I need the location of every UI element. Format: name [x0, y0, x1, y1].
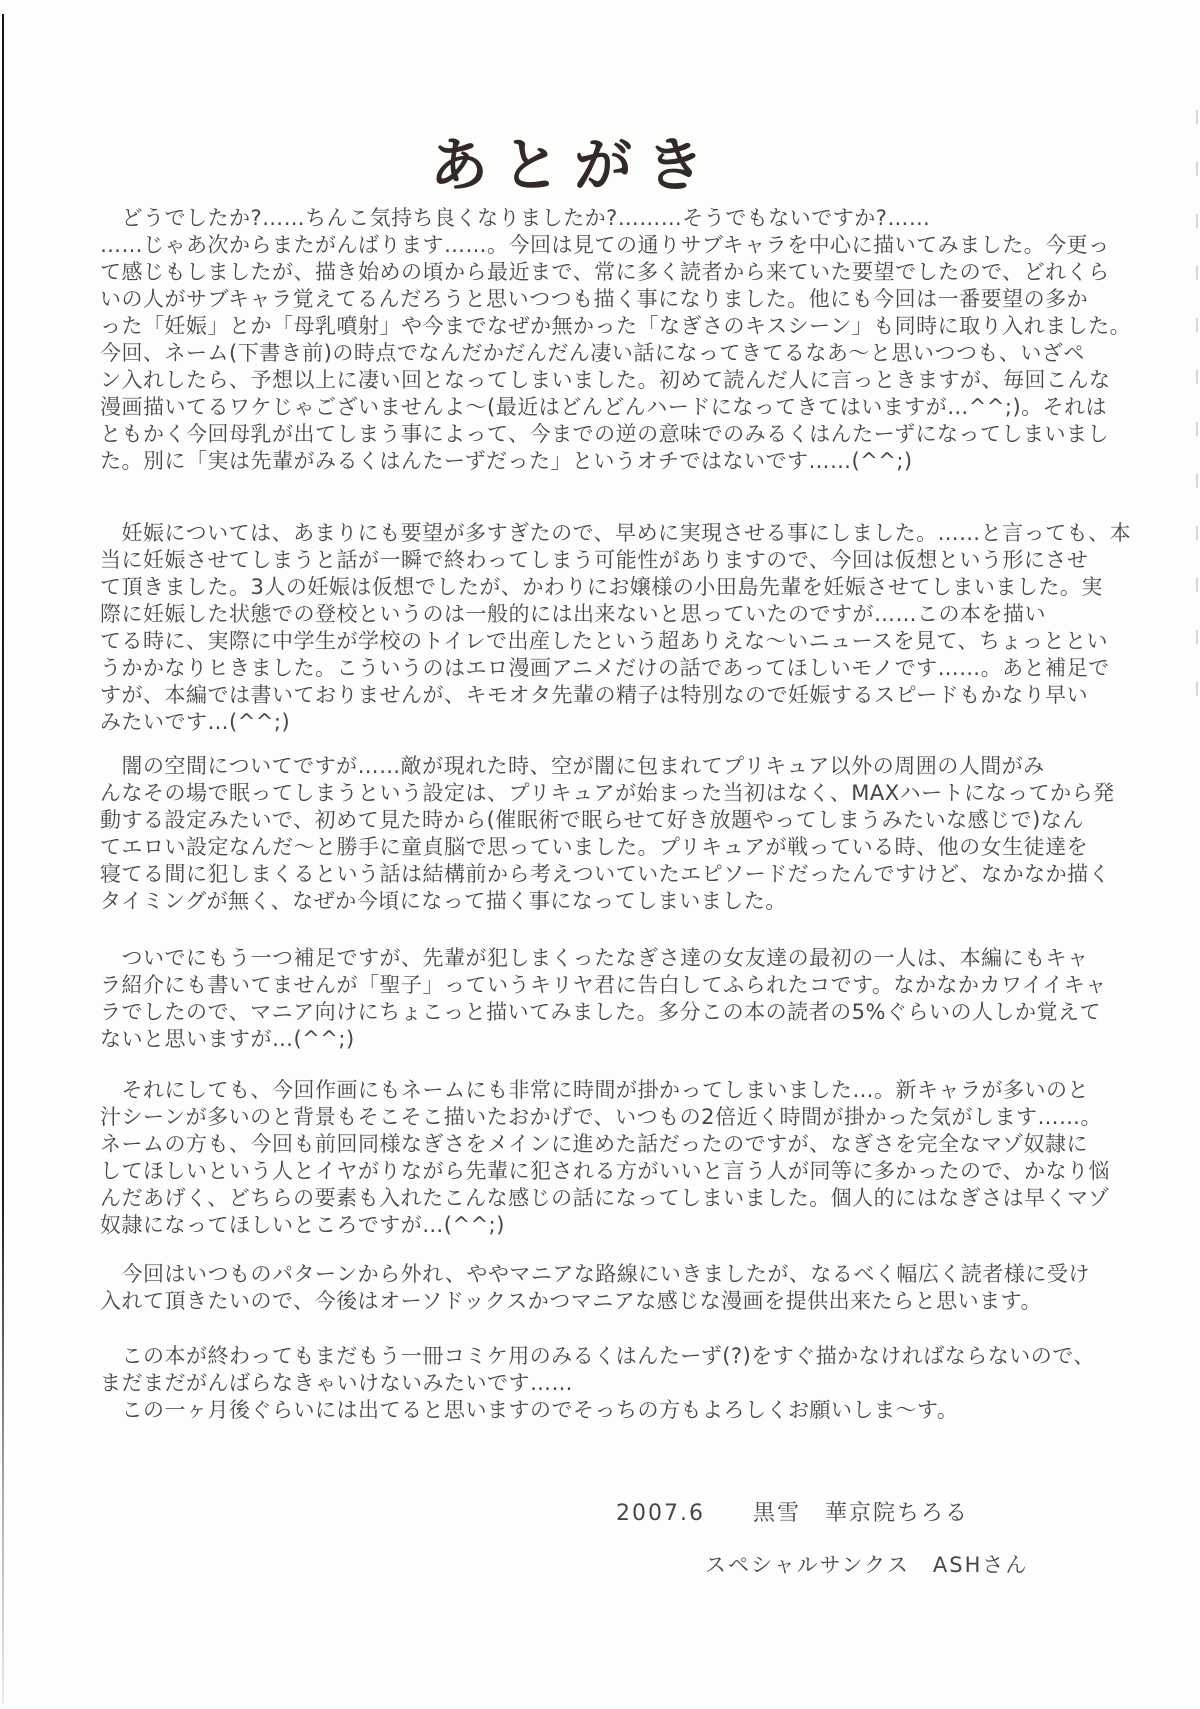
- signature-special-thanks: スペシャルサンクス ASHさん: [705, 1553, 1029, 1577]
- text-line: 今回はいつものパターンから外れ、ややマニアな路線にいきましたが、なるべく幅広く読者様に受け: [100, 1262, 1090, 1286]
- text-line: 寝てる間に犯しまくるという話は結構前から考えついていたエピソードだったんですけど、なかなか描く: [100, 862, 1111, 886]
- scan-edge-line-left: [2, 14, 4, 1704]
- text-line: それにしても、今回作画にもネームにも非常に時間が掛かってしまいました…。新キャラが多いのと: [100, 1078, 1089, 1102]
- text-line: してほしいという人とイヤがりながら先輩に犯される方がいいと言う人が同等に多かったので、かなり悩: [100, 1159, 1111, 1183]
- scan-edge-specks-right: [1196, 110, 1198, 710]
- text-line: タイミングが無く、なぜか今頃になって描く事になってしまいました。: [100, 889, 787, 913]
- text-line: うかかなりヒきました。こういうのはエロ漫画アニメだけの話であってほしいモノです……。あと補足で: [100, 656, 1110, 680]
- text-line: 妊娠については、あまりにも要望が多すぎたので、早めに実現させる事にしました。……と言っても、本: [100, 521, 1132, 545]
- text-line: ラでしたので、マニア向けにちょこっと描いてみました。多分この本の読者の5%ぐらいの人しか覚えて: [100, 1000, 1101, 1024]
- paragraph-3: [100, 753, 1116, 915]
- text-line: ネームの方も、今回も前回同様なぎさをメインに進めた話だったのですが、なぎさを完全なマゾ奴隷に: [100, 1132, 1088, 1156]
- text-line: ないと思いますが…(^^;): [100, 1027, 355, 1051]
- paragraph-2: [100, 520, 1132, 736]
- text-line: この本が終わってもまだもう一冊コミケ用のみるくはんたーず(?)をすぐ描かなければならないので、: [100, 1344, 1095, 1368]
- paragraph-5: [100, 1077, 1116, 1239]
- text-line: ラ紹介にも書いてませんが「聖子」っていうキリヤ君に告白してふられたコです。なかなかカワイイキャ: [100, 973, 1107, 997]
- paragraph-1: [100, 205, 1132, 475]
- text-line: てエロい設定なんだ〜と勝手に童貞脳で思っていました。プリキュアが戦っている時、他の女生徒達を: [100, 835, 1089, 859]
- paragraph-7: [100, 1343, 1116, 1424]
- text-line: てる時に、実際に中学生が学校のトイレで出産したという超ありえな〜いニュースを見て、ちょっととい: [100, 629, 1108, 653]
- text-line: みたいです…(^^;): [100, 710, 291, 734]
- text-line: ン入れしたら、予想以上に凄い回となってしまいました。初めて読んだ人に言っときますが、毎回こんな: [100, 368, 1111, 392]
- text-line: ともかく今回母乳が出てしまう事によって、今までの逆の意味でのみるくはんたーずになってしまいまし: [100, 422, 1110, 446]
- text-line: んなその場で眠ってしまうという設定は、プリキュアが始まった当初はなく、MAXハートになってから発: [100, 781, 1115, 805]
- text-line: 汁シーンが多いのと背景もそこそこ描いたおかげで、いつもの2倍近く時間が掛かった気がします……。: [100, 1105, 1103, 1129]
- page-title: あとがき: [430, 131, 719, 199]
- paragraph-6: [100, 1261, 1116, 1315]
- paragraph-4: [100, 945, 1116, 1053]
- text-line: ……じゃあ次からまたがんばります……。今回は見ての通りサブキャラを中心に描いてみました。今更っ: [100, 233, 1110, 257]
- text-line: て頂きました。3人の妊娠は仮想でしたが、かわりにお嬢様の小田島先輩を妊娠させてしまいました。実: [100, 575, 1103, 599]
- text-line: まだまだがんばらなきゃいけないみたいです……: [100, 1371, 573, 1395]
- text-line: った「妊娠」とか「母乳噴射」や今までなぜか無かった「なぎさのキスシーン」も同時に取り入れました。: [100, 314, 1132, 338]
- text-line: 当に妊娠させてしまうと話が一瞬で終わってしまう可能性がありますので、今回は仮想という形にさせ: [100, 548, 1089, 572]
- text-line: どうでしたか?……ちんこ気持ち良くなりましたか?………そうでもないですか?……: [100, 206, 931, 230]
- signature-date-author: 2007.6 黒雪 華京院ちろる: [616, 1501, 969, 1526]
- text-line: 漫画描いてるワケじゃございませんよ〜(最近はどんどんハードになってきてはいますが…^^;)。それは: [100, 395, 1108, 419]
- text-line: いの人がサブキャラ覚えてるんだろうと思いつつも描く事になりました。他にも今回は一番要望の多か: [100, 287, 1089, 311]
- text-line: 入れて頂きたいので、今後はオーソドックスかつマニアな感じな漫画を提供出来たらと思います。: [100, 1289, 1043, 1313]
- text-line: 闇の空間についてですが……敵が現れた時、空が闇に包まれてプリキュア以外の周囲の人間がみ: [100, 754, 1045, 778]
- text-line: この一ヶ月後ぐらいには出てると思いますのでそっちの方もよろしくお願いしま〜す。: [100, 1398, 959, 1422]
- text-line: んだあげく、どちらの要素も入れたこんな感じの話になってしまいました。個人的にはなぎさは早くマゾ: [100, 1186, 1110, 1210]
- text-line: すが、本編では書いておりませんが、キモオタ先輩の精子は特別なので妊娠するスピードもかなり早い: [100, 683, 1089, 707]
- text-line: 奴隷になってほしいところですが…(^^;): [100, 1213, 505, 1237]
- text-line: て感じもしましたが、描き始めの頃から最近まで、常に多く読者から来ていた要望でしたので、どれくら: [100, 260, 1110, 284]
- text-line: ついでにもう一つ補足ですが、先輩が犯しまくったなぎさ達の女友達の最初の一人は、本編にもキャ: [100, 946, 1089, 970]
- text-line: た。別に「実は先輩がみるくはんたーずだった」というオチではないです……(^^;): [100, 449, 913, 473]
- text-line: 今回、ネーム(下書き前)の時点でなんだかだんだん凄い話になってきてるなあ〜と思いつつも、いざペ: [100, 341, 1085, 365]
- text-line: 動する設定みたいで、初めて見た時から(催眠術で眠らせて好き放題やってしまうみたいな感じで)なん: [100, 808, 1084, 832]
- text-line: 際に妊娠した状態での登校というのは一般的には出来ないと思っていたのですが……この本を描い: [100, 602, 1046, 626]
